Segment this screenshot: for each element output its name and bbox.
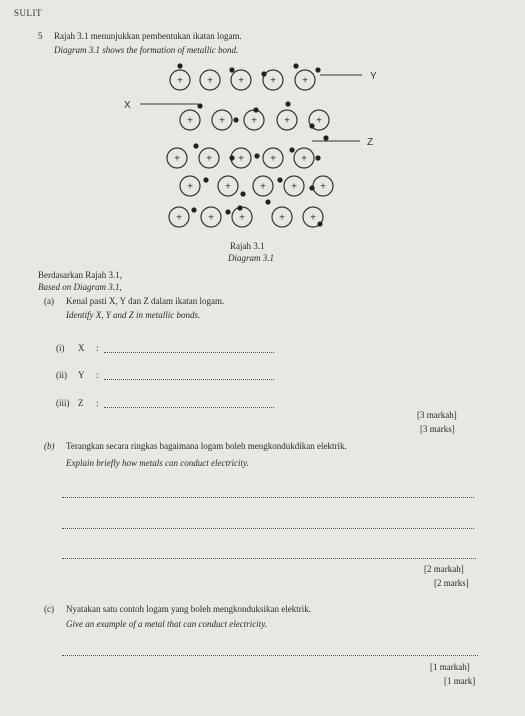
diagram-caption-ms: Rajah 3.1 [230,241,265,251]
electron-25 [317,221,322,226]
electron-4 [293,63,298,68]
positive-ion-1-5 [295,70,315,90]
positive-ion-1-3 [231,70,251,90]
electron-9 [285,101,290,106]
positive-ion-5-2 [201,207,221,227]
part-b-label: (b) [44,441,55,451]
positive-ion-3-5 [294,148,314,168]
diagram-label-y: Y [370,71,377,82]
positive-ion-3-4 [263,148,283,168]
electron-19 [277,177,282,182]
electron-22 [225,209,230,214]
electron-24 [265,199,270,204]
ion-charge-label: + [239,212,245,224]
electron-11 [193,143,198,148]
electron-2 [229,67,234,72]
delocalised-electrons [177,63,328,226]
part-c-marks-en: [1 mark] [444,676,476,686]
electron-21 [191,207,196,212]
part-a-marks-en: [3 marks] [420,424,455,434]
positive-ion-5-3 [232,207,252,227]
electron-16 [323,135,328,140]
part-a-question-en: Identify X, Y and Z in metallic bonds. [66,310,201,320]
ion-charge-label: + [302,75,308,87]
answer-line-b-2[interactable] [62,528,474,529]
positive-ion-5-4 [272,207,292,227]
part-b-marks-en: [2 marks] [434,578,469,588]
part-c-question-ms: Nyatakan satu contoh logam yang boleh mengkonduksikan elektrik. [66,604,311,614]
positive-ion-3-1 [167,148,187,168]
electron-20 [309,185,314,190]
part-c-question-en: Give an example of a metal that can conduct electricity. [66,619,267,629]
ion-charge-label: + [174,153,180,165]
ion-charge-label: + [208,212,214,224]
electron-17 [203,177,208,182]
positive-ion-1-1 [170,70,190,90]
electron-23 [237,205,242,210]
ion-charge-label: + [187,115,193,127]
ion-charge-label: + [177,75,183,87]
ion-charge-label: + [238,75,244,87]
metallic-bond-diagram [0,0,525,260]
question-intro-en: Diagram 3.1 shows the formation of metallic bond. [54,45,239,55]
answer-line-b-1[interactable] [62,497,474,498]
positive-ion-4-1 [180,176,200,196]
ion-charge-label: + [316,115,322,127]
answer-line-c[interactable] [62,655,478,656]
electron-10 [309,123,314,128]
answer-line-z[interactable] [104,407,274,408]
ion-charge-label: + [279,212,285,224]
positive-ion-5-1 [169,207,189,227]
part-c-marks-ms: [1 markah] [430,662,470,672]
electron-13 [254,153,259,158]
part-a-item-iii-sep: : [96,398,99,408]
ion-charge-label: + [310,212,316,224]
part-a-item-i-label: (i) [56,343,65,353]
positive-ion-4-2 [218,176,238,196]
question-intro-ms: Rajah 3.1 menunjukkan pembentukan ikatan logam. [54,31,242,41]
ion-charge-label: + [301,153,307,165]
part-a-item-i-name: X [78,343,85,353]
positive-ion-4-4 [284,176,304,196]
question-number: 5 [38,31,43,41]
part-b-marks-ms: [2 markah] [424,564,464,574]
electron-14 [289,147,294,152]
electron-3 [261,71,266,76]
ion-charge-label: + [225,181,231,193]
part-b-question-ms: Terangkan secara ringkas bagaimana logam boleh mengkondukdikan elektrik. [66,441,347,451]
part-a-item-ii-name: Y [78,370,85,380]
answer-line-y[interactable] [104,379,274,380]
based-on-ms: Berdasarkan Rajah 3.1, [38,270,122,280]
ion-charge-label: + [260,181,266,193]
header-sulit: SULIT [14,8,42,18]
positive-ion-2-4 [277,110,297,130]
ion-charge-label: + [187,181,193,193]
electron-7 [233,117,238,122]
electron-5 [315,67,320,72]
part-a-label: (a) [44,296,54,306]
part-a-marks-ms: [3 markah] [417,410,457,420]
ion-charge-label: + [291,181,297,193]
electron-15 [315,155,320,160]
positive-ion-2-2 [212,110,232,130]
diagram-label-z: Z [367,137,374,148]
electron-6 [197,103,202,108]
ion-charge-label: + [270,153,276,165]
ion-charge-label: + [207,75,213,87]
part-a-question-ms: Kenal pasti X, Y dan Z dalam ikatan logam. [66,296,225,306]
ion-charge-label: + [219,115,225,127]
part-a-item-ii-label: (ii) [56,370,67,380]
positive-ion-lattice [167,70,333,227]
positive-ion-1-2 [200,70,220,90]
positive-ion-4-3 [253,176,273,196]
diagram-label-x: X [124,100,131,111]
electron-8 [253,107,258,112]
part-c-label: (c) [44,604,54,614]
ion-charge-label: + [320,181,326,193]
answer-line-x[interactable] [104,352,274,353]
part-a-item-iii-label: (iii) [56,398,70,408]
positive-ion-4-5 [313,176,333,196]
part-b-question-en: Explain briefly how metals can conduct electricity. [66,458,249,468]
ion-charge-label: + [176,212,182,224]
part-a-item-ii-sep: : [96,370,99,380]
positive-ion-2-1 [180,110,200,130]
positive-ion-2-3 [244,110,264,130]
electron-12 [229,155,234,160]
part-a-item-iii-name: Z [78,398,84,408]
positive-ion-3-2 [199,148,219,168]
ion-charge-label: + [270,75,276,87]
part-a-item-i-sep: : [96,343,99,353]
based-on-en: Based on Diagram 3.1, [38,282,122,292]
ion-charge-label: + [284,115,290,127]
electron-18 [240,191,245,196]
diagram-caption-en: Diagram 3.1 [228,253,275,263]
answer-line-b-3[interactable] [62,558,476,559]
ion-charge-label: + [206,153,212,165]
ion-charge-label: + [251,115,257,127]
electron-1 [177,63,182,68]
ion-charge-label: + [238,153,244,165]
